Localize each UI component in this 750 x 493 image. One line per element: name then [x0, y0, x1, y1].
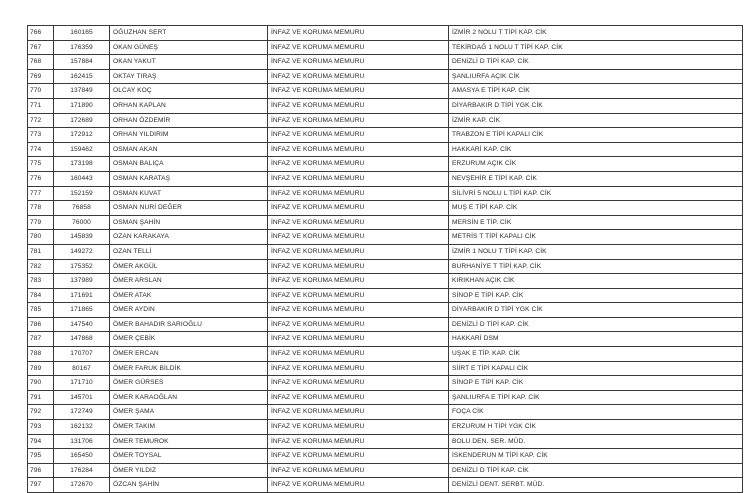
institution-cell: ERZURUM H TİPİ YGK CİK — [449, 420, 743, 435]
job-title-cell: İNFAZ VE KORUMA MEMURU — [268, 390, 449, 405]
full-name-cell: OSMAN KUVAT — [110, 186, 268, 201]
institution-cell: ŞANLIURFA E TİPİ KAP. CİK — [449, 390, 743, 405]
institution-cell: TEKİRDAĞ 1 NOLU T TİPİ KAP. CİK — [449, 40, 743, 55]
institution-cell: HAKKARİ DSM — [449, 332, 743, 347]
registry-number-cell: 159462 — [54, 142, 110, 157]
table-row — [28, 26, 743, 41]
full-name-cell: OSMAN KARATAŞ — [110, 171, 268, 186]
job-title-cell: İNFAZ VE KORUMA MEMURU — [268, 113, 449, 128]
job-title-cell: İNFAZ VE KORUMA MEMURU — [268, 142, 449, 157]
job-title-cell: İNFAZ VE KORUMA MEMURU — [268, 347, 449, 362]
job-title-cell: İNFAZ VE KORUMA MEMURU — [268, 332, 449, 347]
full-name-cell: ÖMER ARSLAN — [110, 274, 268, 289]
institution-cell: ŞANLIURFA AÇIK CİK — [449, 69, 743, 84]
table-row — [28, 201, 743, 216]
job-title-cell: İNFAZ VE KORUMA MEMURU — [268, 478, 449, 493]
row-number-cell: 792 — [28, 405, 54, 420]
institution-cell: UŞAK E TİP. KAP. CİK — [449, 347, 743, 362]
institution-cell: İZMİR 2 NOLU T TİPİ KAP. CİK — [449, 26, 743, 41]
job-title-cell: İNFAZ VE KORUMA MEMURU — [268, 376, 449, 391]
registry-number-cell: 145701 — [54, 390, 110, 405]
row-number-cell: 785 — [28, 303, 54, 318]
row-number-cell: 790 — [28, 376, 54, 391]
table-row — [28, 186, 743, 201]
table-row — [28, 69, 743, 84]
registry-number-cell: 162415 — [54, 69, 110, 84]
full-name-cell: ÖZCAN ŞAHİN — [110, 478, 268, 493]
table-row — [28, 274, 743, 289]
full-name-cell: ÖMER KARAOĞLAN — [110, 390, 268, 405]
personnel-table — [27, 25, 743, 493]
full-name-cell: OZAN TELLİ — [110, 244, 268, 259]
job-title-cell: İNFAZ VE KORUMA MEMURU — [268, 405, 449, 420]
registry-number-cell: 145839 — [54, 230, 110, 245]
job-title-cell: İNFAZ VE KORUMA MEMURU — [268, 449, 449, 464]
institution-cell: SİLİVRİ 5 NOLU L TİPİ KAP. CİK — [449, 186, 743, 201]
row-number-cell: 774 — [28, 142, 54, 157]
full-name-cell: OZAN KARAKAYA — [110, 230, 268, 245]
registry-number-cell: 137849 — [54, 84, 110, 99]
table-row — [28, 361, 743, 376]
full-name-cell: ORHAN YILDIRIM — [110, 128, 268, 143]
table-row — [28, 420, 743, 435]
registry-number-cell: 172689 — [54, 113, 110, 128]
job-title-cell: İNFAZ VE KORUMA MEMURU — [268, 84, 449, 99]
institution-cell: DENİZLİ D TİPİ KAP. CİK — [449, 317, 743, 332]
registry-number-cell: 176284 — [54, 463, 110, 478]
institution-cell: FOÇA CİK — [449, 405, 743, 420]
row-number-cell: 770 — [28, 84, 54, 99]
institution-cell: SİİRT E TİPİ KAPALI CİK — [449, 361, 743, 376]
table-row — [28, 259, 743, 274]
registry-number-cell: 152159 — [54, 186, 110, 201]
row-number-cell: 797 — [28, 478, 54, 493]
table-row — [28, 171, 743, 186]
full-name-cell: ÖMER TAKIM — [110, 420, 268, 435]
registry-number-cell: 172749 — [54, 405, 110, 420]
row-number-cell: 767 — [28, 40, 54, 55]
table-row — [28, 55, 743, 70]
job-title-cell: İNFAZ VE KORUMA MEMURU — [268, 55, 449, 70]
registry-number-cell: 171890 — [54, 98, 110, 113]
full-name-cell: ÖMER BAHADIR SARIOĞLU — [110, 317, 268, 332]
institution-cell: NEVŞEHİR E TİPİ KAP. CİK — [449, 171, 743, 186]
registry-number-cell: 137989 — [54, 274, 110, 289]
registry-number-cell: 162132 — [54, 420, 110, 435]
full-name-cell: ÖMER TEMUROK — [110, 434, 268, 449]
institution-cell: SİNOP E TİPİ KAP. CİK — [449, 288, 743, 303]
job-title-cell: İNFAZ VE KORUMA MEMURU — [268, 434, 449, 449]
row-number-cell: 771 — [28, 98, 54, 113]
row-number-cell: 782 — [28, 259, 54, 274]
institution-cell: DENİZLİ D TİPİ KAP. CİK — [449, 463, 743, 478]
table-row — [28, 347, 743, 362]
institution-cell: KIRIKHAN AÇIK CİK — [449, 274, 743, 289]
table-row — [28, 142, 743, 157]
table-row — [28, 449, 743, 464]
row-number-cell: 784 — [28, 288, 54, 303]
full-name-cell: OKAN YAKUT — [110, 55, 268, 70]
table-row — [28, 113, 743, 128]
row-number-cell: 776 — [28, 171, 54, 186]
row-number-cell: 788 — [28, 347, 54, 362]
job-title-cell: İNFAZ VE KORUMA MEMURU — [268, 26, 449, 41]
table-row — [28, 405, 743, 420]
table-row — [28, 244, 743, 259]
job-title-cell: İNFAZ VE KORUMA MEMURU — [268, 274, 449, 289]
full-name-cell: ÖMER AYDIN — [110, 303, 268, 318]
institution-cell: İZMİR KAP. CİK — [449, 113, 743, 128]
job-title-cell: İNFAZ VE KORUMA MEMURU — [268, 288, 449, 303]
institution-cell: HAKKARİ KAP. CİK — [449, 142, 743, 157]
full-name-cell: ÖMER ERCAN — [110, 347, 268, 362]
full-name-cell: OSMAN BALIÇA — [110, 157, 268, 172]
registry-number-cell: 76858 — [54, 201, 110, 216]
job-title-cell: İNFAZ VE KORUMA MEMURU — [268, 230, 449, 245]
full-name-cell: OSMAN NURİ DEĞER — [110, 201, 268, 216]
job-title-cell: İNFAZ VE KORUMA MEMURU — [268, 186, 449, 201]
table-row — [28, 332, 743, 347]
row-number-cell: 773 — [28, 128, 54, 143]
registry-number-cell: 147540 — [54, 317, 110, 332]
institution-cell: DENİZLİ D TİPİ KAP. CİK — [449, 55, 743, 70]
full-name-cell: ÖMER ŞAMA — [110, 405, 268, 420]
row-number-cell: 768 — [28, 55, 54, 70]
registry-number-cell: 160443 — [54, 171, 110, 186]
full-name-cell: OKAN GÜNEŞ — [110, 40, 268, 55]
row-number-cell: 794 — [28, 434, 54, 449]
row-number-cell: 796 — [28, 463, 54, 478]
registry-number-cell: 171691 — [54, 288, 110, 303]
table-row — [28, 434, 743, 449]
row-number-cell: 779 — [28, 215, 54, 230]
registry-number-cell: 160165 — [54, 26, 110, 41]
job-title-cell: İNFAZ VE KORUMA MEMURU — [268, 303, 449, 318]
table-row — [28, 84, 743, 99]
row-number-cell: 769 — [28, 69, 54, 84]
registry-number-cell: 80167 — [54, 361, 110, 376]
full-name-cell: ÖMER TOYSAL — [110, 449, 268, 464]
row-number-cell: 791 — [28, 390, 54, 405]
job-title-cell: İNFAZ VE KORUMA MEMURU — [268, 171, 449, 186]
institution-cell: DİYARBAKIR D TİPİ YGK CİK — [449, 98, 743, 113]
table-row — [28, 288, 743, 303]
table-row — [28, 317, 743, 332]
institution-cell: METRİS T TİPİ KAPALI CİK — [449, 230, 743, 245]
registry-number-cell: 173198 — [54, 157, 110, 172]
institution-cell: İSKENDERUN M TİPİ KAP. CİK — [449, 449, 743, 464]
job-title-cell: İNFAZ VE KORUMA MEMURU — [268, 259, 449, 274]
job-title-cell: İNFAZ VE KORUMA MEMURU — [268, 317, 449, 332]
institution-cell: İZMİR 1 NOLU T TİPİ KAP. CİK — [449, 244, 743, 259]
institution-cell: TRABZON E TİPİ KAPALI CİK — [449, 128, 743, 143]
row-number-cell: 786 — [28, 317, 54, 332]
job-title-cell: İNFAZ VE KORUMA MEMURU — [268, 420, 449, 435]
table-row — [28, 478, 743, 493]
registry-number-cell: 170707 — [54, 347, 110, 362]
job-title-cell: İNFAZ VE KORUMA MEMURU — [268, 244, 449, 259]
registry-number-cell: 149272 — [54, 244, 110, 259]
full-name-cell: ÖMER ÇEBİK — [110, 332, 268, 347]
full-name-cell: OKTAY TIRAŞ — [110, 69, 268, 84]
personnel-table-body — [28, 26, 743, 493]
table-row — [28, 128, 743, 143]
full-name-cell: OSMAN AKAN — [110, 142, 268, 157]
registry-number-cell: 171865 — [54, 303, 110, 318]
table-row — [28, 157, 743, 172]
table-row — [28, 376, 743, 391]
row-number-cell: 789 — [28, 361, 54, 376]
full-name-cell: OĞUZHAN SERT — [110, 26, 268, 41]
institution-cell: MERSİN E TİP. CİK — [449, 215, 743, 230]
row-number-cell: 787 — [28, 332, 54, 347]
institution-cell: DENİZLİ DENT. SERBT. MÜD. — [449, 478, 743, 493]
registry-number-cell: 157884 — [54, 55, 110, 70]
row-number-cell: 772 — [28, 113, 54, 128]
full-name-cell: ORHAN ÖZDEMİR — [110, 113, 268, 128]
row-number-cell: 778 — [28, 201, 54, 216]
registry-number-cell: 131706 — [54, 434, 110, 449]
registry-number-cell: 172670 — [54, 478, 110, 493]
full-name-cell: ÖMER ATAK — [110, 288, 268, 303]
job-title-cell: İNFAZ VE KORUMA MEMURU — [268, 157, 449, 172]
table-row — [28, 40, 743, 55]
job-title-cell: İNFAZ VE KORUMA MEMURU — [268, 463, 449, 478]
row-number-cell: 766 — [28, 26, 54, 41]
institution-cell: BURHANİYE T TİPİ KAP. CİK — [449, 259, 743, 274]
job-title-cell: İNFAZ VE KORUMA MEMURU — [268, 98, 449, 113]
institution-cell: SİNOP E TİPİ KAP. CİK — [449, 376, 743, 391]
registry-number-cell: 176359 — [54, 40, 110, 55]
job-title-cell: İNFAZ VE KORUMA MEMURU — [268, 215, 449, 230]
row-number-cell: 777 — [28, 186, 54, 201]
institution-cell: BOLU DEN. SER. MÜD. — [449, 434, 743, 449]
job-title-cell: İNFAZ VE KORUMA MEMURU — [268, 201, 449, 216]
registry-number-cell: 76000 — [54, 215, 110, 230]
registry-number-cell: 171710 — [54, 376, 110, 391]
row-number-cell: 783 — [28, 274, 54, 289]
full-name-cell: ÖMER YILDIZ — [110, 463, 268, 478]
institution-cell: MUŞ E TİPİ KAP. CİK — [449, 201, 743, 216]
institution-cell: ERZURUM AÇIK CİK — [449, 157, 743, 172]
registry-number-cell: 147868 — [54, 332, 110, 347]
full-name-cell: ÖMER GÜRSES — [110, 376, 268, 391]
registry-number-cell: 165450 — [54, 449, 110, 464]
institution-cell: DİYARBAKIR D TİPİ YGK CİK — [449, 303, 743, 318]
registry-number-cell: 172912 — [54, 128, 110, 143]
full-name-cell: ÖMER AKGÜL — [110, 259, 268, 274]
full-name-cell: OSMAN ŞAHİN — [110, 215, 268, 230]
table-row — [28, 98, 743, 113]
job-title-cell: İNFAZ VE KORUMA MEMURU — [268, 40, 449, 55]
full-name-cell: OLCAY KOÇ — [110, 84, 268, 99]
row-number-cell: 793 — [28, 420, 54, 435]
full-name-cell: ORHAN KAPLAN — [110, 98, 268, 113]
table-row — [28, 215, 743, 230]
table-row — [28, 303, 743, 318]
institution-cell: AMASYA E TİPİ KAP. CİK — [449, 84, 743, 99]
registry-number-cell: 175352 — [54, 259, 110, 274]
row-number-cell: 775 — [28, 157, 54, 172]
job-title-cell: İNFAZ VE KORUMA MEMURU — [268, 69, 449, 84]
row-number-cell: 781 — [28, 244, 54, 259]
row-number-cell: 780 — [28, 230, 54, 245]
table-row — [28, 230, 743, 245]
full-name-cell: ÖMER FARUK BİLDİK — [110, 361, 268, 376]
job-title-cell: İNFAZ VE KORUMA MEMURU — [268, 128, 449, 143]
row-number-cell: 795 — [28, 449, 54, 464]
job-title-cell: İNFAZ VE KORUMA MEMURU — [268, 361, 449, 376]
table-row — [28, 390, 743, 405]
